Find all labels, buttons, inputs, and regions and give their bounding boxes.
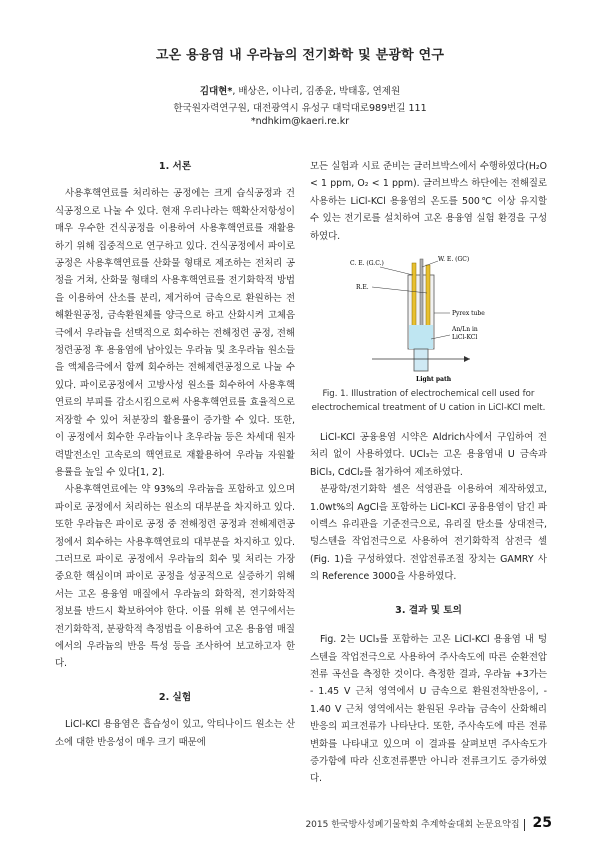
experiment-paragraph-2: LiCl-KCl 공융용염 시약은 Aldrich사에서 구입하여 전처리 없이 사용하였다. UCl₃는 고온 용융염내 U 금속과 BiCl₃, CdCl₂를 첨가하여 제조하였다.	[310, 432, 547, 478]
label-reference-electrode: R.E.	[356, 284, 369, 292]
label-licl-kcl: LiCl-KCl	[452, 334, 478, 342]
footer-divider	[524, 819, 525, 831]
footer-text: 2015 한국방사성폐기물학회 추계학술대회 논문요약집	[305, 820, 520, 830]
co-authors: , 배상은, 이나리, 김종윤, 박태홍, 연제원	[232, 86, 401, 97]
affiliation: 한국원자력연구원, 대전광역시 유성구 대덕대로989번길 111	[173, 103, 427, 114]
section-heading-experiment: 2. 실험	[158, 691, 192, 703]
label-counter-electrode: C. E. (G.C.)	[350, 260, 384, 268]
left-column	[55, 158, 295, 751]
electrochemical-cell-diagram	[310, 253, 547, 385]
experiment-paragraph-1: LiCl-KCl 용융염은 흡습성이 있고, 악티나이드 원소는 산소에 대한 반응성이 매우 크기 때문에	[55, 719, 295, 748]
figure-caption: Fig. 1. Illustration of electrochemical cell used for electrochemical treatment of U cation in LiCl-KCl melt.	[311, 389, 546, 414]
page-footer	[305, 815, 552, 831]
label-light-path: Light path	[416, 376, 452, 384]
light-arrow-icon	[464, 356, 470, 362]
label-pyrex-tube: Pyrex tube	[452, 310, 485, 318]
lead-author: 김대현	[199, 86, 228, 97]
author-email: *ndhkim@kaeri.re.kr	[250, 116, 350, 127]
experiment-paragraph-1-continued: 모든 실험과 시료 준비는 글러브박스에서 수행하였다(H₂O < 1 ppm, O₂ < 1 ppm). 글러브박스 하단에는 전해질로 사용하는 LiCl-KCl 용융염의 온도를 500℃ 이상 유지할 수 있는 전기로를 설치하여 고온 용융염 실험 환경을 구성하였다.	[310, 161, 547, 242]
melt-shape	[409, 325, 433, 349]
label-an-ln: An/Ln in	[452, 326, 478, 334]
intro-paragraph-2: 사용후핵연료에는 약 93%의 우라늄을 포함하고 있으며 파이로 공정에서 처리하는 원소의 대부분을 차지하고 있다. 또한 우라늄은 파이로 공정 중 전해정련 공정과 전해제련공정에서 회수하는 사용후핵연료의 대부분을 차지하고 있다. 그러므로 파이로 공정에서 우라늄의 회수 및 처리는 가장 중요한 핵심이며 파이로 공정을 성공적으로 실증하기 위해서는 고온 용융염 매질에서 우라늄의 화학적, 전기화학적 정보를 반드시 확보하여야 한다. 이를 위해 본 연구에서는 전기화학적, 분광학적 측정법을 이용하여 고온 용융염 매질에서의 우라늄의 반응 특성 등을 조사하여 보고하고자 한다.	[55, 484, 295, 670]
paper-title: 고온 용융염 내 우라늄의 전기화학 및 분광학 연구	[155, 48, 445, 63]
right-column	[310, 158, 547, 788]
author-list	[0, 83, 600, 97]
page-number: 25	[532, 815, 552, 831]
experiment-paragraph-3: 분광학/전기화학 셀은 석영관을 이용하여 제작하였고, 1.0wt%의 AgCl을 포함하는 LiCl-KCl 공융용염이 담긴 파이렉스 유리관을 기준전극으로, 유리질 탄소를 상대전극, 텅스텐을 작업전극으로 사용하여 전기화학적 삼전극 셀(Fig. 1)을 구성하였다. 전압전류조절 장치는 GAMRY 사의 Reference 3000을 사용하였다.	[310, 484, 547, 583]
cell-figure	[310, 253, 547, 385]
label-working-electrode: W. E. (GC)	[438, 256, 470, 264]
section-heading-results: 3. 결과 및 토의	[395, 604, 462, 616]
intro-paragraph-1: 사용후핵연료를 처리하는 공정에는 크게 습식공정과 건식공정으로 나눌 수 있다. 현재 우리나라는 핵확산저항성이 매우 우수한 건식공정을 이용하여 사용후핵연료를 재활용하기 위해 집중적으로 연구하고 있다. 건식공정에서 파이로공정은 사용후핵연료를 산화물 형태로 제조하는 전처리 공정을 거쳐, 산화물 형태의 사용후핵연료를 전기화학적 방법을 이용하여 산소를 분리, 제거하여 금속으로 환원하는 전해환원공정, 금속환원체를 양극으로 하고 산화시켜 고체음극에서 우라늄을 선택적으로 회수하는 전해정련 공정, 전해정련공정 후 용융염에 남아있는 우라늄 및 초우라늄 원소들을 액체음극에서 함께 회수하는 전해제련공정으로 나눌 수 있다. 파이로공정에서 고방사성 원소를 회수하여 사용후핵연료의 부피를 감소시킴으로써 사용후핵연료를 효율적으로 저장할 수 있어 처분장의 활용률이 증가할 수 있다. 또한, 이 공정에서 회수한 우라늄이나 초우라늄 등은 차세대 원자력발전소인 고속로의 핵연료로 재활용하여 우라늄 자원활용률을 높일 수 있다[1, 2].	[55, 188, 295, 478]
reference-electrode-shape	[426, 265, 430, 333]
optical-cell-shape	[414, 349, 428, 371]
results-paragraph-1: Fig. 2는 UCl₃를 포함하는 고온 LiCl-KCl 용융염 내 텅스텐을 작업전극으로 사용하여 주사속도에 따른 순환전압전류 곡선을 측정한 것이다. 측정한 결과, 우라늄 +3가는 - 1.45 V 근처 영역에서 U 금속으로 환원전착반응이, - 1.40 V 근처 영역에서는 환원된 우라늄 금속이 산화해리반응의 피크전류가 나타난다. 또한, 주사속도에 따른 전류변화를 나타내고 있으며 이 결과를 살펴보면 주사속도가 증가함에 따라 신호전류뿐만 아니라 전류크기도 증가하였다.	[310, 634, 547, 785]
section-heading-intro: 1. 서론	[158, 161, 192, 172]
working-electrode-shape	[420, 259, 423, 333]
corresponding-mark: *	[227, 86, 233, 97]
counter-electrode-shape	[412, 263, 416, 333]
